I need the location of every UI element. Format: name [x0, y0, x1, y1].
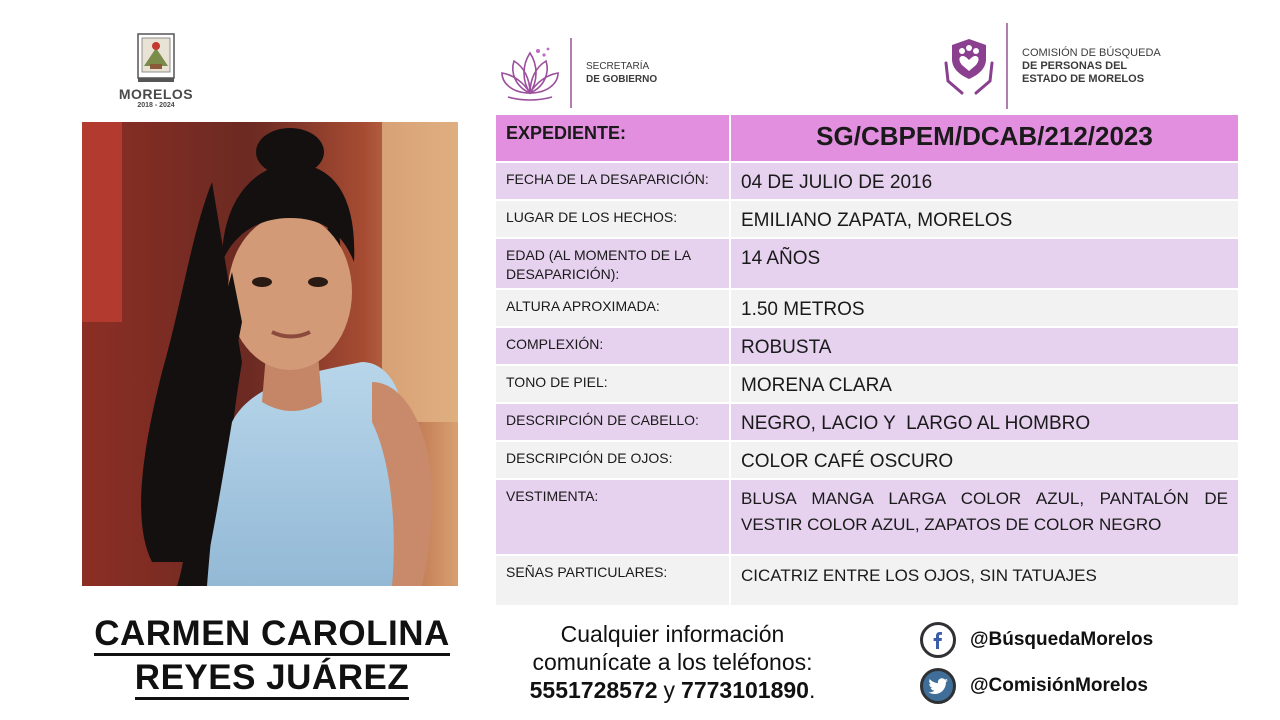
- cbpem-logo: [942, 22, 1161, 110]
- table-row: [495, 365, 1239, 403]
- row-label: ALTURA APROXIMADA:: [495, 289, 730, 327]
- row-value: BLUSA MANGA LARGA COLOR AZUL, PANTALÓN DE VESTIR COLOR AZUL, ZAPATOS DE COLOR NEGRO: [730, 479, 1239, 555]
- hands-shield-icon: [942, 35, 996, 97]
- row-label: FECHA DE LA DESAPARICIÓN:: [495, 162, 730, 200]
- segob-logo: [498, 38, 657, 108]
- case-info-table: [494, 113, 1240, 607]
- table-row: [495, 403, 1239, 441]
- social-item-facebook[interactable]: [920, 620, 1240, 660]
- file-header-row: [495, 114, 1239, 162]
- facebook-handle[interactable]: @BúsquedaMorelos: [970, 629, 1154, 650]
- person-name-line1: CARMEN CAROLINA: [94, 615, 450, 656]
- row-label: DESCRIPCIÓN DE OJOS:: [495, 441, 730, 479]
- table-row: [495, 441, 1239, 479]
- contact-line2: comunícate a los teléfonos:: [532, 649, 813, 675]
- twitter-icon[interactable]: [920, 668, 956, 704]
- table-row: [495, 289, 1239, 327]
- morelos-years: 2018 - 2024: [137, 102, 175, 109]
- row-value: 1.50 METROS: [730, 289, 1239, 327]
- lotus-icon: [498, 43, 562, 103]
- row-value: NEGRO, LACIO Y LARGO AL HOMBRO: [730, 403, 1239, 441]
- contact-line1: Cualquier información: [560, 621, 785, 647]
- facebook-icon[interactable]: [920, 622, 956, 658]
- row-value: EMILIANO ZAPATA, MORELOS: [730, 200, 1239, 238]
- phone-conjunction: y: [663, 677, 676, 703]
- table-row: [495, 238, 1239, 289]
- cbpem-line2: DE PERSONAS DEL: [1022, 59, 1128, 72]
- file-number: SG/CBPEM/DCAB/212/2023: [730, 114, 1239, 162]
- row-label: SEÑAS PARTICULARES:: [495, 555, 730, 606]
- phone-number-1[interactable]: 5551728572: [529, 677, 658, 703]
- missing-person-photo: [82, 122, 458, 586]
- person-name-line2: REYES JUÁREZ: [135, 659, 409, 700]
- row-label: LUGAR DE LOS HECHOS:: [495, 200, 730, 238]
- row-value: COLOR CAFÉ OSCURO: [730, 441, 1239, 479]
- cbpem-text: [1022, 47, 1161, 86]
- twitter-handle[interactable]: @ComisiónMorelos: [970, 675, 1148, 696]
- segob-line2: DE GOBIERNO: [586, 74, 658, 85]
- segob-line1: SECRETARÍA: [586, 61, 650, 72]
- person-portrait-illustration: [82, 122, 458, 586]
- table-row: [495, 555, 1239, 606]
- row-label: TONO DE PIEL:: [495, 365, 730, 403]
- cbpem-line1: COMISIÓN DE BÚSQUEDA: [1022, 46, 1161, 59]
- social-item-twitter[interactable]: [920, 666, 1240, 706]
- row-label: EDAD (AL MOMENTO DE LA DESAPARICIÓN):: [495, 238, 730, 289]
- row-label: DESCRIPCIÓN DE CABELLO:: [495, 403, 730, 441]
- phone-period: .: [808, 677, 816, 703]
- row-value: MORENA CLARA: [730, 365, 1239, 403]
- segob-divider: [570, 38, 572, 108]
- morelos-logo: [112, 32, 200, 109]
- table-row: [495, 479, 1239, 555]
- row-label: VESTIMENTA:: [495, 479, 730, 555]
- file-label: EXPEDIENTE:: [495, 114, 730, 162]
- cbpem-line3: ESTADO DE MORELOS: [1022, 72, 1145, 85]
- row-value: 04 DE JULIO DE 2016: [730, 162, 1239, 200]
- contact-info: [490, 620, 855, 704]
- row-value: CICATRIZ ENTRE LOS OJOS, SIN TATUAJES: [730, 555, 1239, 606]
- morelos-shield-icon: [134, 32, 178, 84]
- table-row: [495, 162, 1239, 200]
- row-value: ROBUSTA: [730, 327, 1239, 365]
- row-value: 14 AÑOS: [730, 238, 1239, 289]
- cbpem-divider: [1006, 23, 1008, 109]
- contact-phones: [490, 676, 855, 704]
- segob-text: [586, 60, 657, 86]
- table-row: [495, 327, 1239, 365]
- person-name: [82, 612, 462, 700]
- phone-number-2[interactable]: 7773101890: [681, 677, 809, 703]
- row-label: COMPLEXIÓN:: [495, 327, 730, 365]
- table-row: [495, 200, 1239, 238]
- social-links: [920, 620, 1240, 712]
- morelos-name: MORELOS: [118, 86, 194, 102]
